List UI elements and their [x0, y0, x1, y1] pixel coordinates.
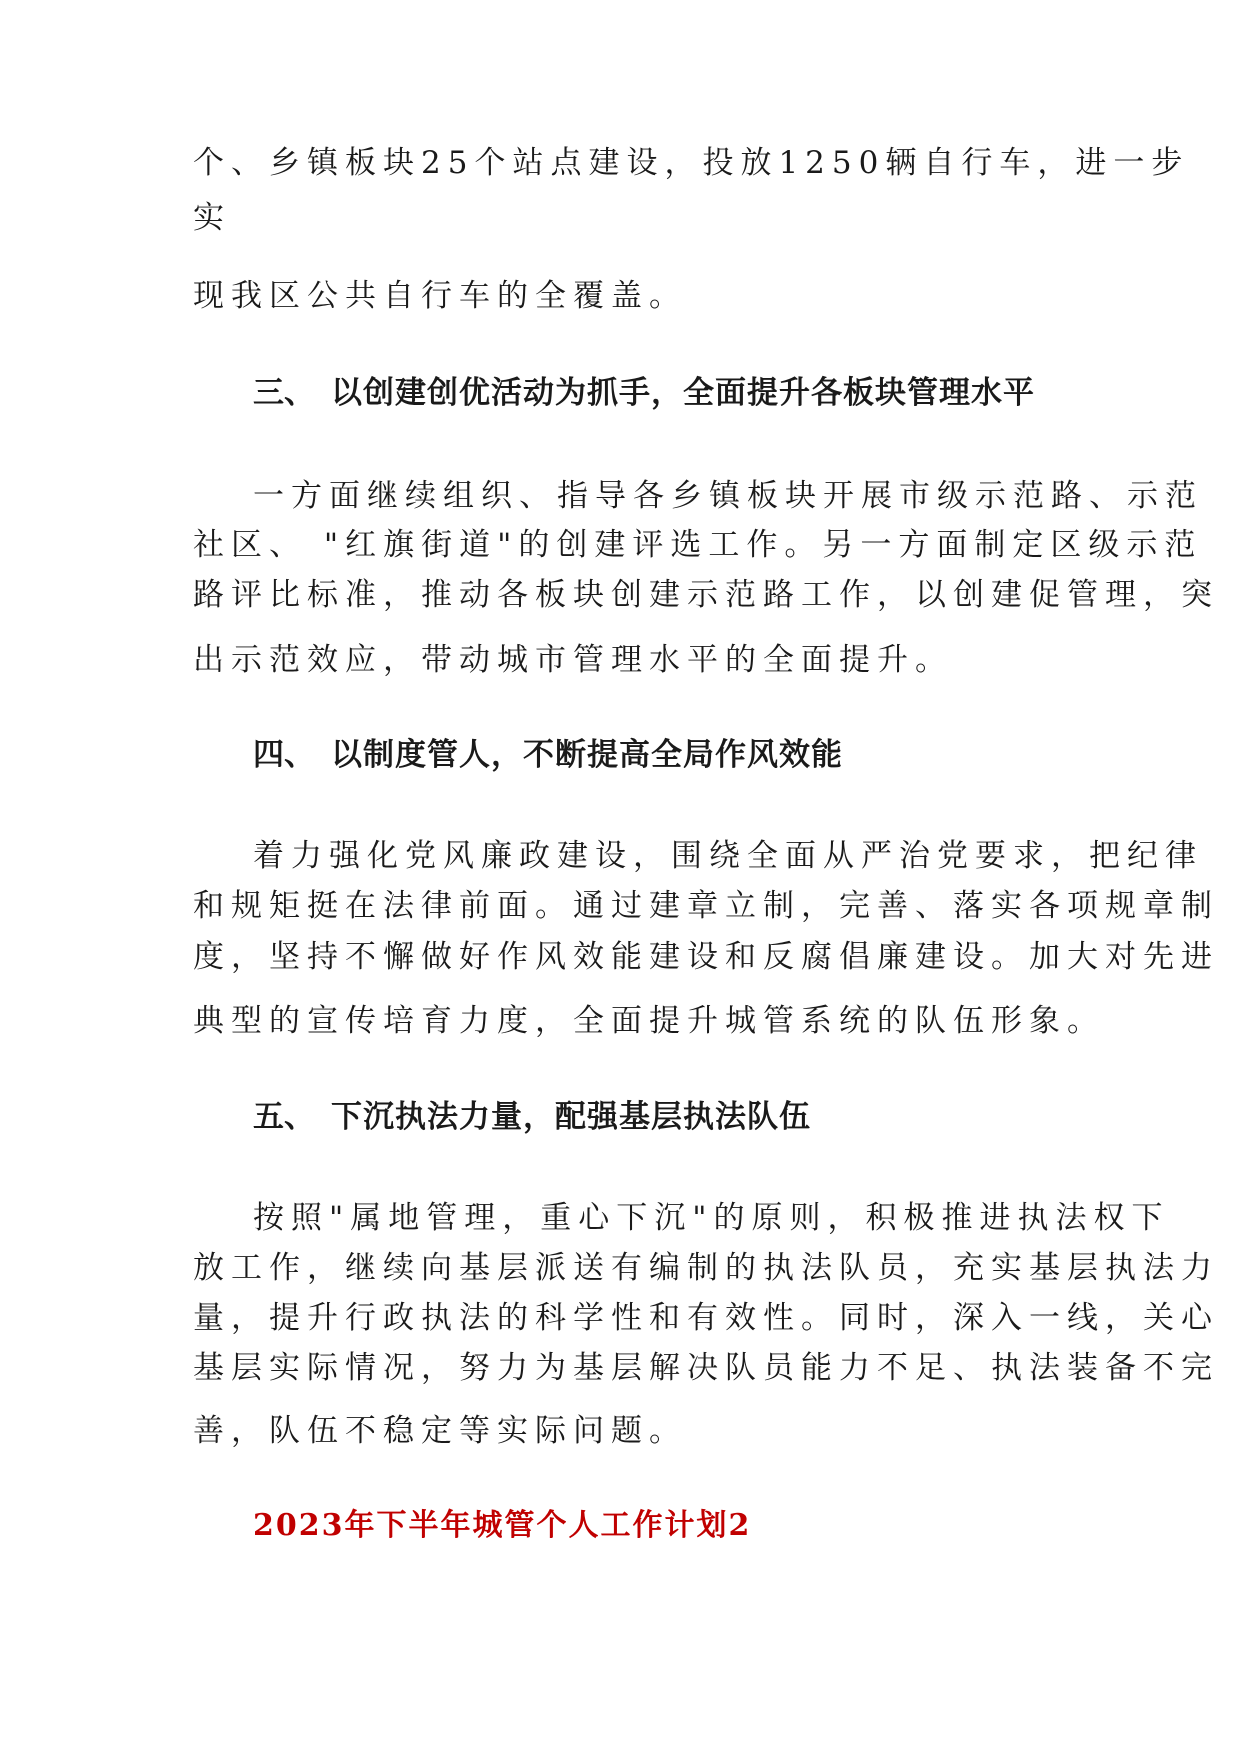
section-5-line-5: 善，队伍不稳定等实际问题。 [193, 1413, 687, 1449]
section-3-line-3: 路评比标准，推动各板块创建示范路工作，以创建促管理，突 [193, 577, 1219, 613]
intro-line-1: 个、乡镇板块25个站点建设，投放1250辆自行车，进一步 [193, 145, 1190, 181]
section-4-heading [253, 735, 1053, 775]
section-5-line-4: 基层实际情况，努力为基层解决队员能力不足、执法装备不完 [193, 1350, 1219, 1386]
section-5-line-2: 放工作，继续向基层派送有编制的执法队员，充实基层执法力 [193, 1250, 1219, 1286]
section-4-line-1: 着力强化党风廉政建设，围绕全面从严治党要求，把纪律 [253, 838, 1203, 874]
section-3-heading [253, 373, 1053, 413]
section-5-heading [253, 1097, 1053, 1137]
section-5-line-3: 量，提升行政执法的科学性和有效性。同时，深入一线，关心 [193, 1300, 1219, 1336]
section-5-number: 五、 [253, 1099, 315, 1135]
intro-line-2: 实 [193, 200, 231, 236]
section-3-number: 三、 [253, 375, 315, 411]
section-4-number: 四、 [253, 737, 315, 773]
section-3-line-4: 出示范效应，带动城市管理水平的全面提升。 [193, 642, 953, 678]
intro-line-3: 现我区公共自行车的全覆盖。 [193, 278, 687, 314]
section-5-line-1: 按照"属地管理，重心下沉"的原则，积极推进执法权下 [253, 1200, 1170, 1236]
section-3-line-2: 社区、 "红旗街道"的创建评选工作。另一方面制定区级示范 [193, 527, 1203, 563]
section-4-title: 以制度管人，不断提高全局作风效能 [331, 737, 843, 773]
section-3-title: 以创建创优活动为抓手，全面提升各板块管理水平 [331, 375, 1035, 411]
section-5-title: 下沉执法力量，配强基层执法队伍 [331, 1099, 811, 1135]
section-4-line-4: 典型的宣传培育力度，全面提升城管系统的队伍形象。 [193, 1003, 1105, 1039]
section-3-line-1: 一方面继续组织、指导各乡镇板块开展市级示范路、示范 [253, 478, 1203, 514]
section-4-line-3: 度，坚持不懈做好作风效能建设和反腐倡廉建设。加大对先进 [193, 939, 1219, 975]
next-document-title: 2023年下半年城管个人工作计划2 [253, 1508, 752, 1543]
section-4-line-2: 和规矩挺在法律前面。通过建章立制，完善、落实各项规章制 [193, 888, 1219, 924]
